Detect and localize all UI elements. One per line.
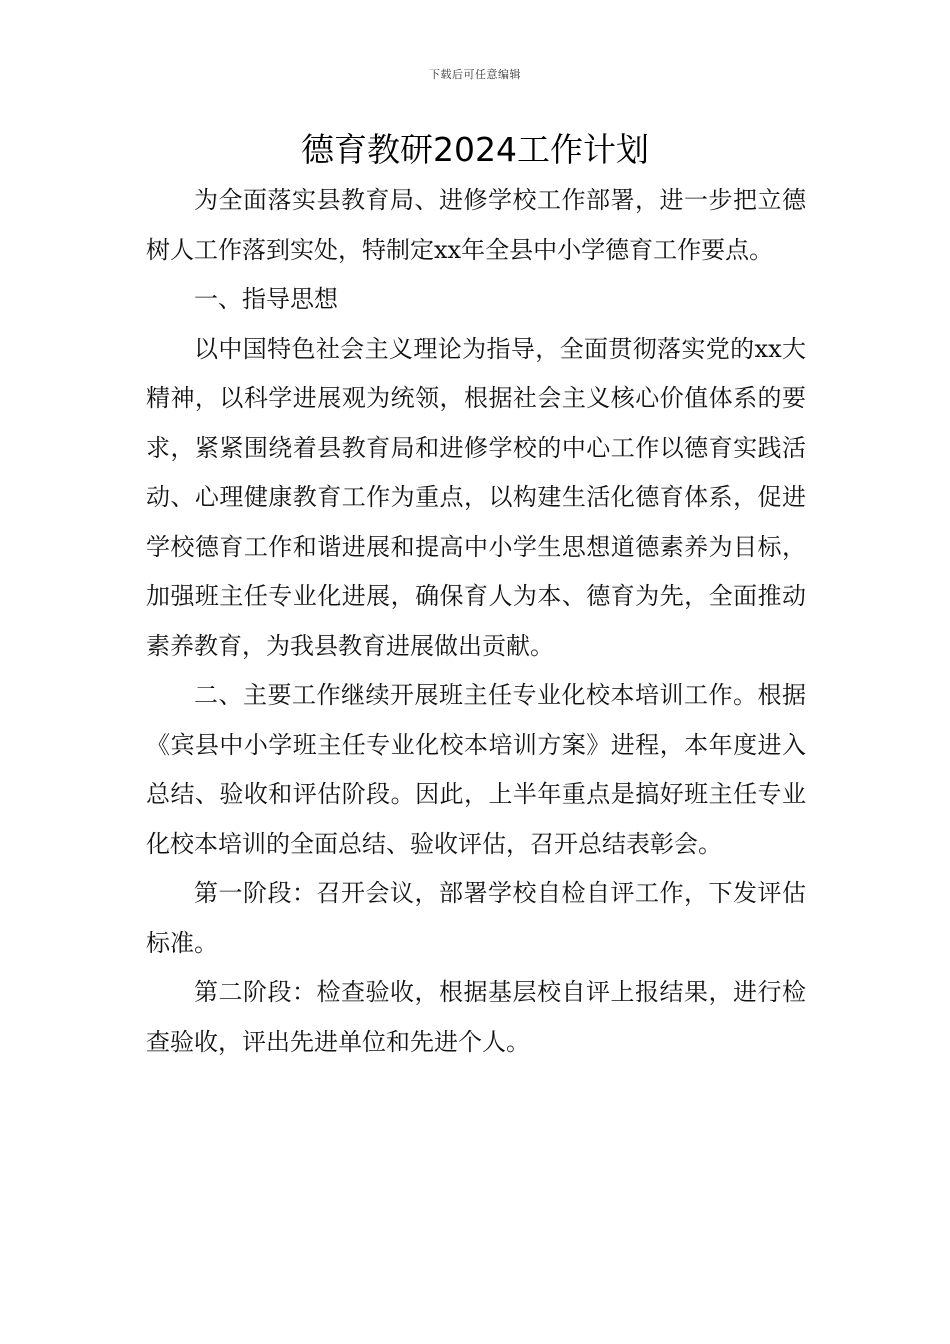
stage-one-paragraph: 第一阶段：召开会议，部署学校自检自评工作，下发评估标准。 — [146, 879, 806, 957]
header-note: 下载后可任意编辑 — [429, 68, 521, 81]
main-work-paragraph: 二、主要工作继续开展班主任专业化校本培训工作。根据《宾县中小学班主任专业化校本培训方案》进程，本年度进入总结、验收和评估阶段。因此，上半年重点是搞好班主任专业化校本培训的全面总结、验收评估，召开总结表彰会。 — [146, 681, 806, 858]
section-heading-guiding-ideology: 一、指导思想 — [194, 285, 338, 313]
intro-paragraph: 为全面落实县教育局、进修学校工作部署，进一步把立德树人工作落到实处，特制定xx年全县中小学德育工作要点。 — [146, 186, 806, 264]
stage-two-paragraph: 第二阶段：检查验收，根据基层校自评上报结果，进行检查验收，评出先进单位和先进个人。 — [146, 978, 806, 1056]
guiding-ideology-paragraph: 以中国特色社会主义理论为指导，全面贯彻落实党的xx大精神，以科学进展观为统领，根据社会主义核心价值体系的要求，紧紧围绕着县教育局和进修学校的中心工作以德育实践活动、心理健康教育工作为重点，以构建生活化德育体系，促进学校德育工作和谐进展和提高中小学生思想道德素养为目标，加强班主任专业化进展，确保育人为本、德育为先，全面推动素养教育，为我县教育进展做出贡献。 — [146, 334, 806, 660]
document-body — [146, 176, 806, 1067]
document-title: 德育教研2024工作计划 — [301, 130, 649, 169]
